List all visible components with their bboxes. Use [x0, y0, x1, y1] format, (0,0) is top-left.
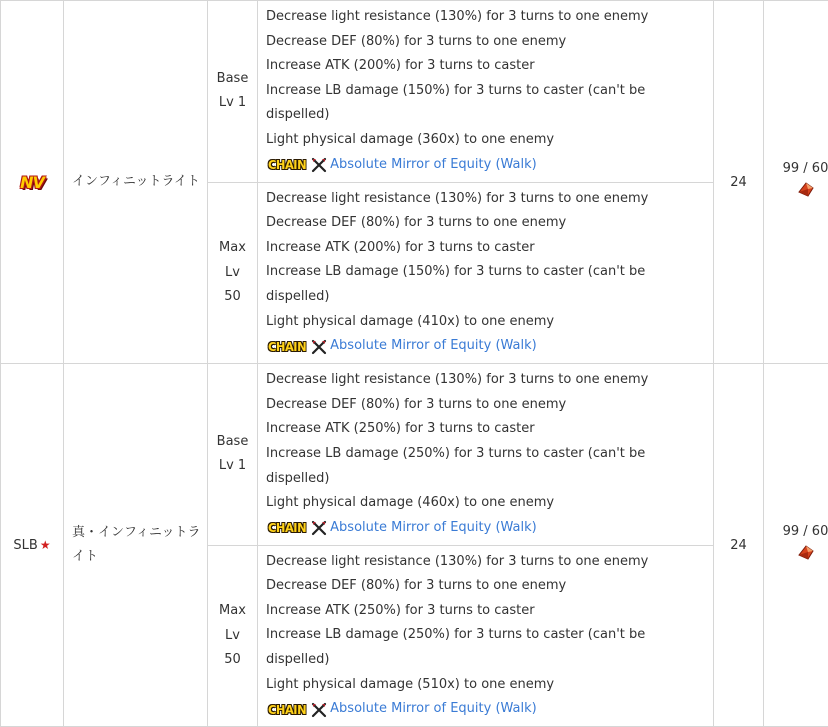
chain-badge-icon: CHAIN — [267, 703, 307, 717]
effect-line: Light physical damage (460x) to one enemy — [266, 491, 707, 516]
chain-skill-link[interactable]: Absolute Mirror of Equity (Walk) — [330, 697, 537, 722]
effects-cell — [258, 545, 714, 727]
cost-value: 24 — [714, 364, 764, 727]
crossed-swords-icon — [311, 702, 327, 718]
chain-badge-icon: CHAIN — [267, 158, 307, 172]
cost-value: 24 — [714, 1, 764, 364]
gauge-value: 99 / 60 — [764, 521, 828, 543]
type-cell — [1, 1, 64, 364]
level-label: Max Lv 50 — [208, 182, 258, 364]
effect-line: Light physical damage (410x) to one enemy — [266, 310, 707, 335]
effect-line: Increase LB damage (250%) for 3 turns to caster (can't be dispelled) — [266, 623, 707, 672]
effect-line: Decrease light resistance (130%) for 3 turns to one enemy — [266, 368, 707, 393]
effect-line: Increase LB damage (150%) for 3 turns to caster (can't be dispelled) — [266, 260, 707, 309]
lb-crystal-icon — [796, 180, 816, 198]
chain-badge-icon: CHAIN — [267, 521, 307, 535]
effect-line: Decrease light resistance (130%) for 3 turns to one enemy — [266, 5, 707, 30]
effect-line: Increase ATK (200%) for 3 turns to caster — [266, 54, 707, 79]
effect-line: Increase ATK (250%) for 3 turns to caster — [266, 417, 707, 442]
table-row — [1, 1, 828, 183]
effect-line: Increase LB damage (150%) for 3 turns to caster (can't be dispelled) — [266, 79, 707, 128]
nv-badge-icon: NV — [20, 173, 44, 192]
effects-cell — [258, 364, 714, 546]
effect-line: Light physical damage (510x) to one enemy — [266, 673, 707, 698]
slb-label: SLB — [13, 538, 37, 553]
effect-line: Decrease DEF (80%) for 3 turns to one enemy — [266, 574, 707, 599]
effect-line: Decrease light resistance (130%) for 3 turns to one enemy — [266, 550, 707, 575]
table-row — [1, 364, 828, 546]
crossed-swords-icon — [311, 520, 327, 536]
effect-line: Decrease DEF (80%) for 3 turns to one enemy — [266, 393, 707, 418]
star-icon: ★ — [40, 538, 51, 552]
level-label: Base Lv 1 — [208, 1, 258, 183]
lb-crystal-icon — [796, 543, 816, 561]
type-cell — [1, 364, 64, 727]
chain-line — [266, 697, 707, 722]
chain-line — [266, 516, 707, 541]
level-label: Max Lv 50 — [208, 545, 258, 727]
effect-line: Decrease DEF (80%) for 3 turns to one enemy — [266, 211, 707, 236]
gauge-cell — [764, 364, 828, 727]
effects-cell — [258, 1, 714, 183]
crossed-swords-icon — [311, 157, 327, 173]
effect-line: Decrease light resistance (130%) for 3 turns to one enemy — [266, 187, 707, 212]
chain-skill-link[interactable]: Absolute Mirror of Equity (Walk) — [330, 516, 537, 541]
chain-skill-link[interactable]: Absolute Mirror of Equity (Walk) — [330, 334, 537, 359]
skill-name: インフィニットライト — [64, 1, 208, 364]
level-label: Base Lv 1 — [208, 364, 258, 546]
crossed-swords-icon — [311, 339, 327, 355]
gauge-value: 99 / 60 — [764, 158, 828, 180]
chain-badge-icon: CHAIN — [267, 340, 307, 354]
effects-cell — [258, 182, 714, 364]
effect-line: Increase LB damage (250%) for 3 turns to caster (can't be dispelled) — [266, 442, 707, 491]
chain-skill-link[interactable]: Absolute Mirror of Equity (Walk) — [330, 153, 537, 178]
skill-name: 真・インフィニットライト — [64, 364, 208, 727]
effect-line: Increase ATK (250%) for 3 turns to caster — [266, 599, 707, 624]
chain-line — [266, 153, 707, 178]
effect-line: Light physical damage (360x) to one enemy — [266, 128, 707, 153]
effect-line: Decrease DEF (80%) for 3 turns to one enemy — [266, 30, 707, 55]
chain-line — [266, 334, 707, 359]
effect-line: Increase ATK (200%) for 3 turns to caster — [266, 236, 707, 261]
gauge-cell — [764, 1, 828, 364]
